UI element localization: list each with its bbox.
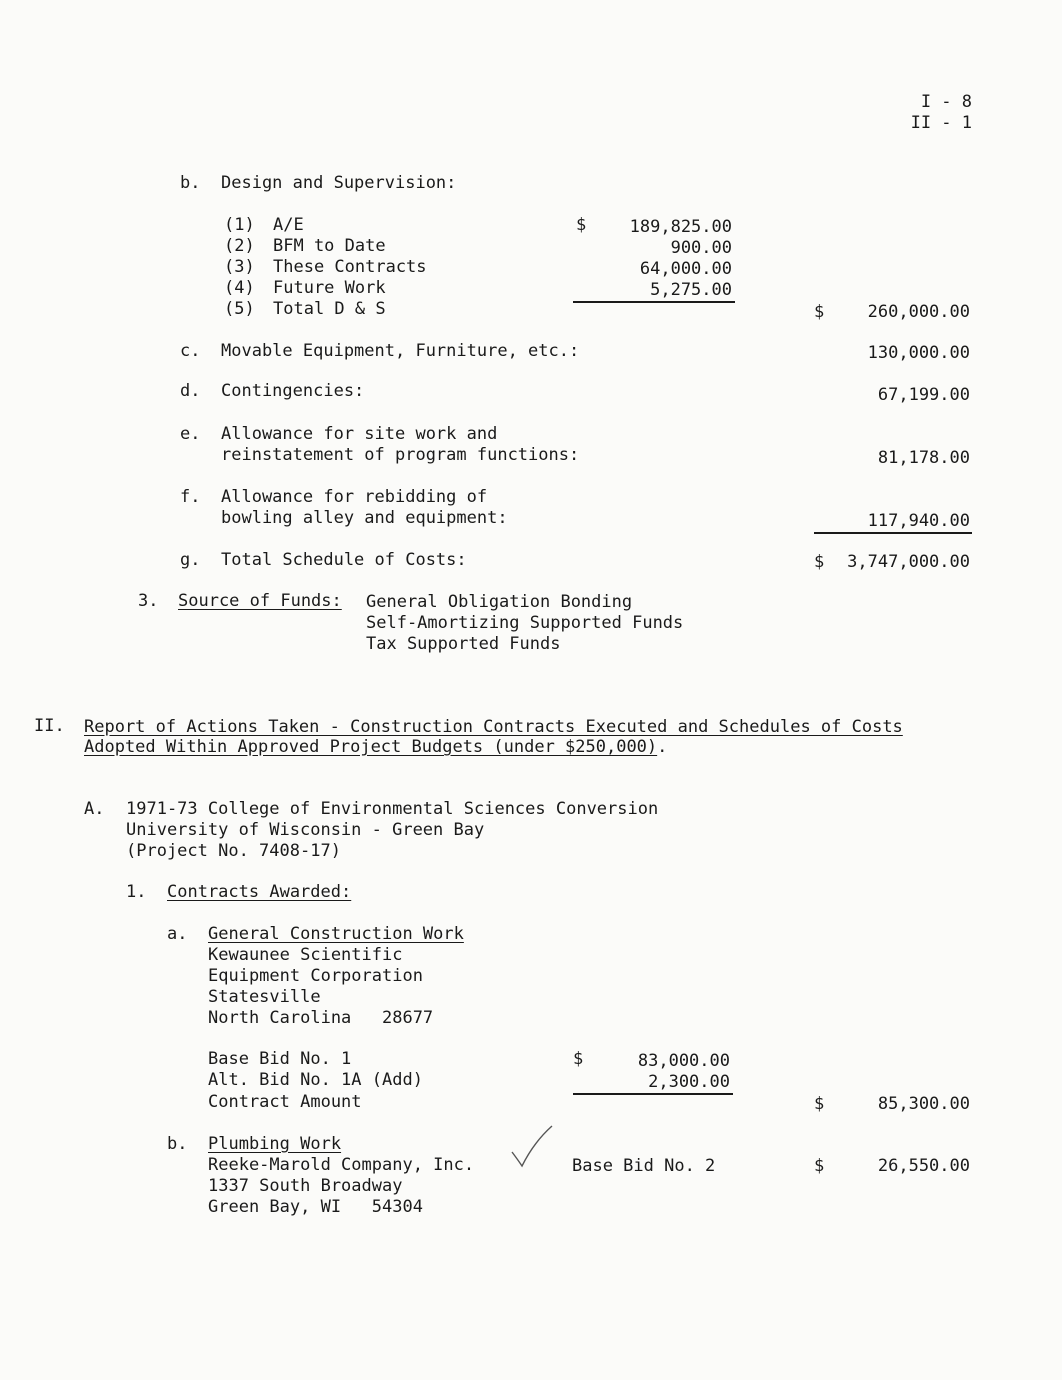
bid-1a-amount: 2,300.00 (648, 1072, 730, 1092)
section-e-amount: 81,178.00 (877, 448, 970, 468)
item-1-amount: 189,825.00 (629, 217, 732, 237)
section-c-amount: 130,000.00 (867, 343, 970, 363)
section-f-amount: 117,940.00 (867, 511, 970, 531)
bid-1-label: Base Bid No. 1 (208, 1049, 352, 1069)
item-4-amount: 5,275.00 (650, 280, 732, 300)
contract-a-marker: a. (167, 924, 188, 944)
total-rule (814, 532, 972, 534)
section-c-marker: c. (180, 341, 201, 361)
item-5-num: (5) (224, 299, 255, 319)
part-ii-title-period: . (657, 737, 668, 757)
project-a-line-1: 1971-73 College of Environmental Sciences Conversion (126, 799, 659, 819)
contract-a-line-2: Equipment Corporation (208, 966, 423, 986)
contract-b-line-3: Green Bay, WI 54304 (208, 1197, 423, 1217)
section-f-marker: f. (180, 487, 201, 507)
item-2-amount: 900.00 (670, 238, 732, 258)
contract-b-title: Plumbing Work (208, 1134, 342, 1154)
project-a-line-3: (Project No. 7408-17) (126, 841, 341, 861)
item-1-num: (1) (224, 215, 255, 235)
subtotal-rule (573, 301, 735, 303)
source-line-1: General Obligation Bonding (366, 592, 633, 612)
section-g-marker: g. (180, 550, 201, 570)
section-e-line1: Allowance for site work and (221, 424, 498, 444)
source-line-3: Tax Supported Funds (366, 634, 561, 654)
item-1-currency: $ (576, 215, 587, 235)
bid-rule (573, 1093, 733, 1095)
source-line-2: Self-Amortizing Supported Funds (366, 613, 684, 633)
contract-a-title: General Construction Work (208, 924, 464, 944)
project-a-marker: A. (84, 799, 105, 819)
section-f-line1: Allowance for rebidding of (221, 487, 488, 507)
section-f-line2: bowling alley and equipment: (221, 508, 508, 528)
section-b-marker: b. (180, 173, 201, 193)
project-a-line-2: University of Wisconsin - Green Bay (126, 820, 485, 840)
part-ii-marker: II. (34, 716, 65, 736)
contract-b-bid-label: Base Bid No. 2 (572, 1156, 716, 1176)
item-5-total: 260,000.00 (867, 302, 970, 322)
section-d-label: Contingencies: (221, 381, 365, 401)
contract-a-line-4: North Carolina 28677 (208, 1008, 434, 1028)
contract-amount-value: 85,300.00 (877, 1094, 970, 1114)
part-ii-title-line2-wrap (84, 737, 667, 758)
section-c-label: Movable Equipment, Furniture, etc.: (221, 341, 580, 361)
item-3-amount: 64,000.00 (639, 259, 732, 279)
contract-b-line-1: Reeke-Marold Company, Inc. (208, 1155, 475, 1175)
source-label: Source of Funds: (178, 591, 342, 611)
contracts-marker: 1. (126, 882, 147, 902)
source-marker: 3. (138, 591, 159, 611)
section-d-amount: 67,199.00 (877, 385, 970, 405)
section-e-marker: e. (180, 424, 201, 444)
contract-b-amount: 26,550.00 (877, 1156, 970, 1176)
contract-b-marker: b. (167, 1134, 188, 1154)
contract-b-currency: $ (814, 1156, 825, 1176)
bid-1-amount: 83,000.00 (637, 1051, 730, 1071)
page-ref-1: I - 8 (920, 92, 972, 112)
item-4-num: (4) (224, 278, 255, 298)
check-mark-icon (508, 1122, 556, 1172)
item-5-currency: $ (814, 302, 825, 322)
item-4-label: Future Work (273, 278, 386, 298)
part-ii-title-line2: Adopted Within Approved Project Budgets (under $250,000) (84, 737, 658, 757)
item-2-label: BFM to Date (273, 236, 386, 256)
section-b-heading: Design and Supervision: (221, 173, 457, 193)
contract-amount-currency: $ (814, 1094, 825, 1114)
item-3-label: These Contracts (273, 257, 427, 277)
contract-a-line-1: Kewaunee Scientific (208, 945, 403, 965)
page-ref-2: II - 1 (910, 113, 972, 133)
item-5-label: Total D & S (273, 299, 386, 319)
contracts-heading: Contracts Awarded: (167, 882, 352, 902)
bid-1a-label: Alt. Bid No. 1A (Add) (208, 1070, 423, 1090)
contract-b-line-2: 1337 South Broadway (208, 1176, 403, 1196)
contract-a-line-3: Statesville (208, 987, 321, 1007)
item-2-num: (2) (224, 236, 255, 256)
item-1-label: A/E (273, 215, 304, 235)
section-g-currency: $ (814, 552, 825, 572)
section-d-marker: d. (180, 381, 201, 401)
part-ii-title-line1: Report of Actions Taken - Construction Contracts Executed and Schedules of Costs (84, 717, 903, 737)
section-g-amount: 3,747,000.00 (847, 552, 970, 572)
section-e-line2: reinstatement of program functions: (221, 445, 580, 465)
section-g-label: Total Schedule of Costs: (221, 550, 467, 570)
contract-amount-label: Contract Amount (208, 1092, 362, 1112)
item-3-num: (3) (224, 257, 255, 277)
bid-1-currency: $ (573, 1049, 584, 1069)
